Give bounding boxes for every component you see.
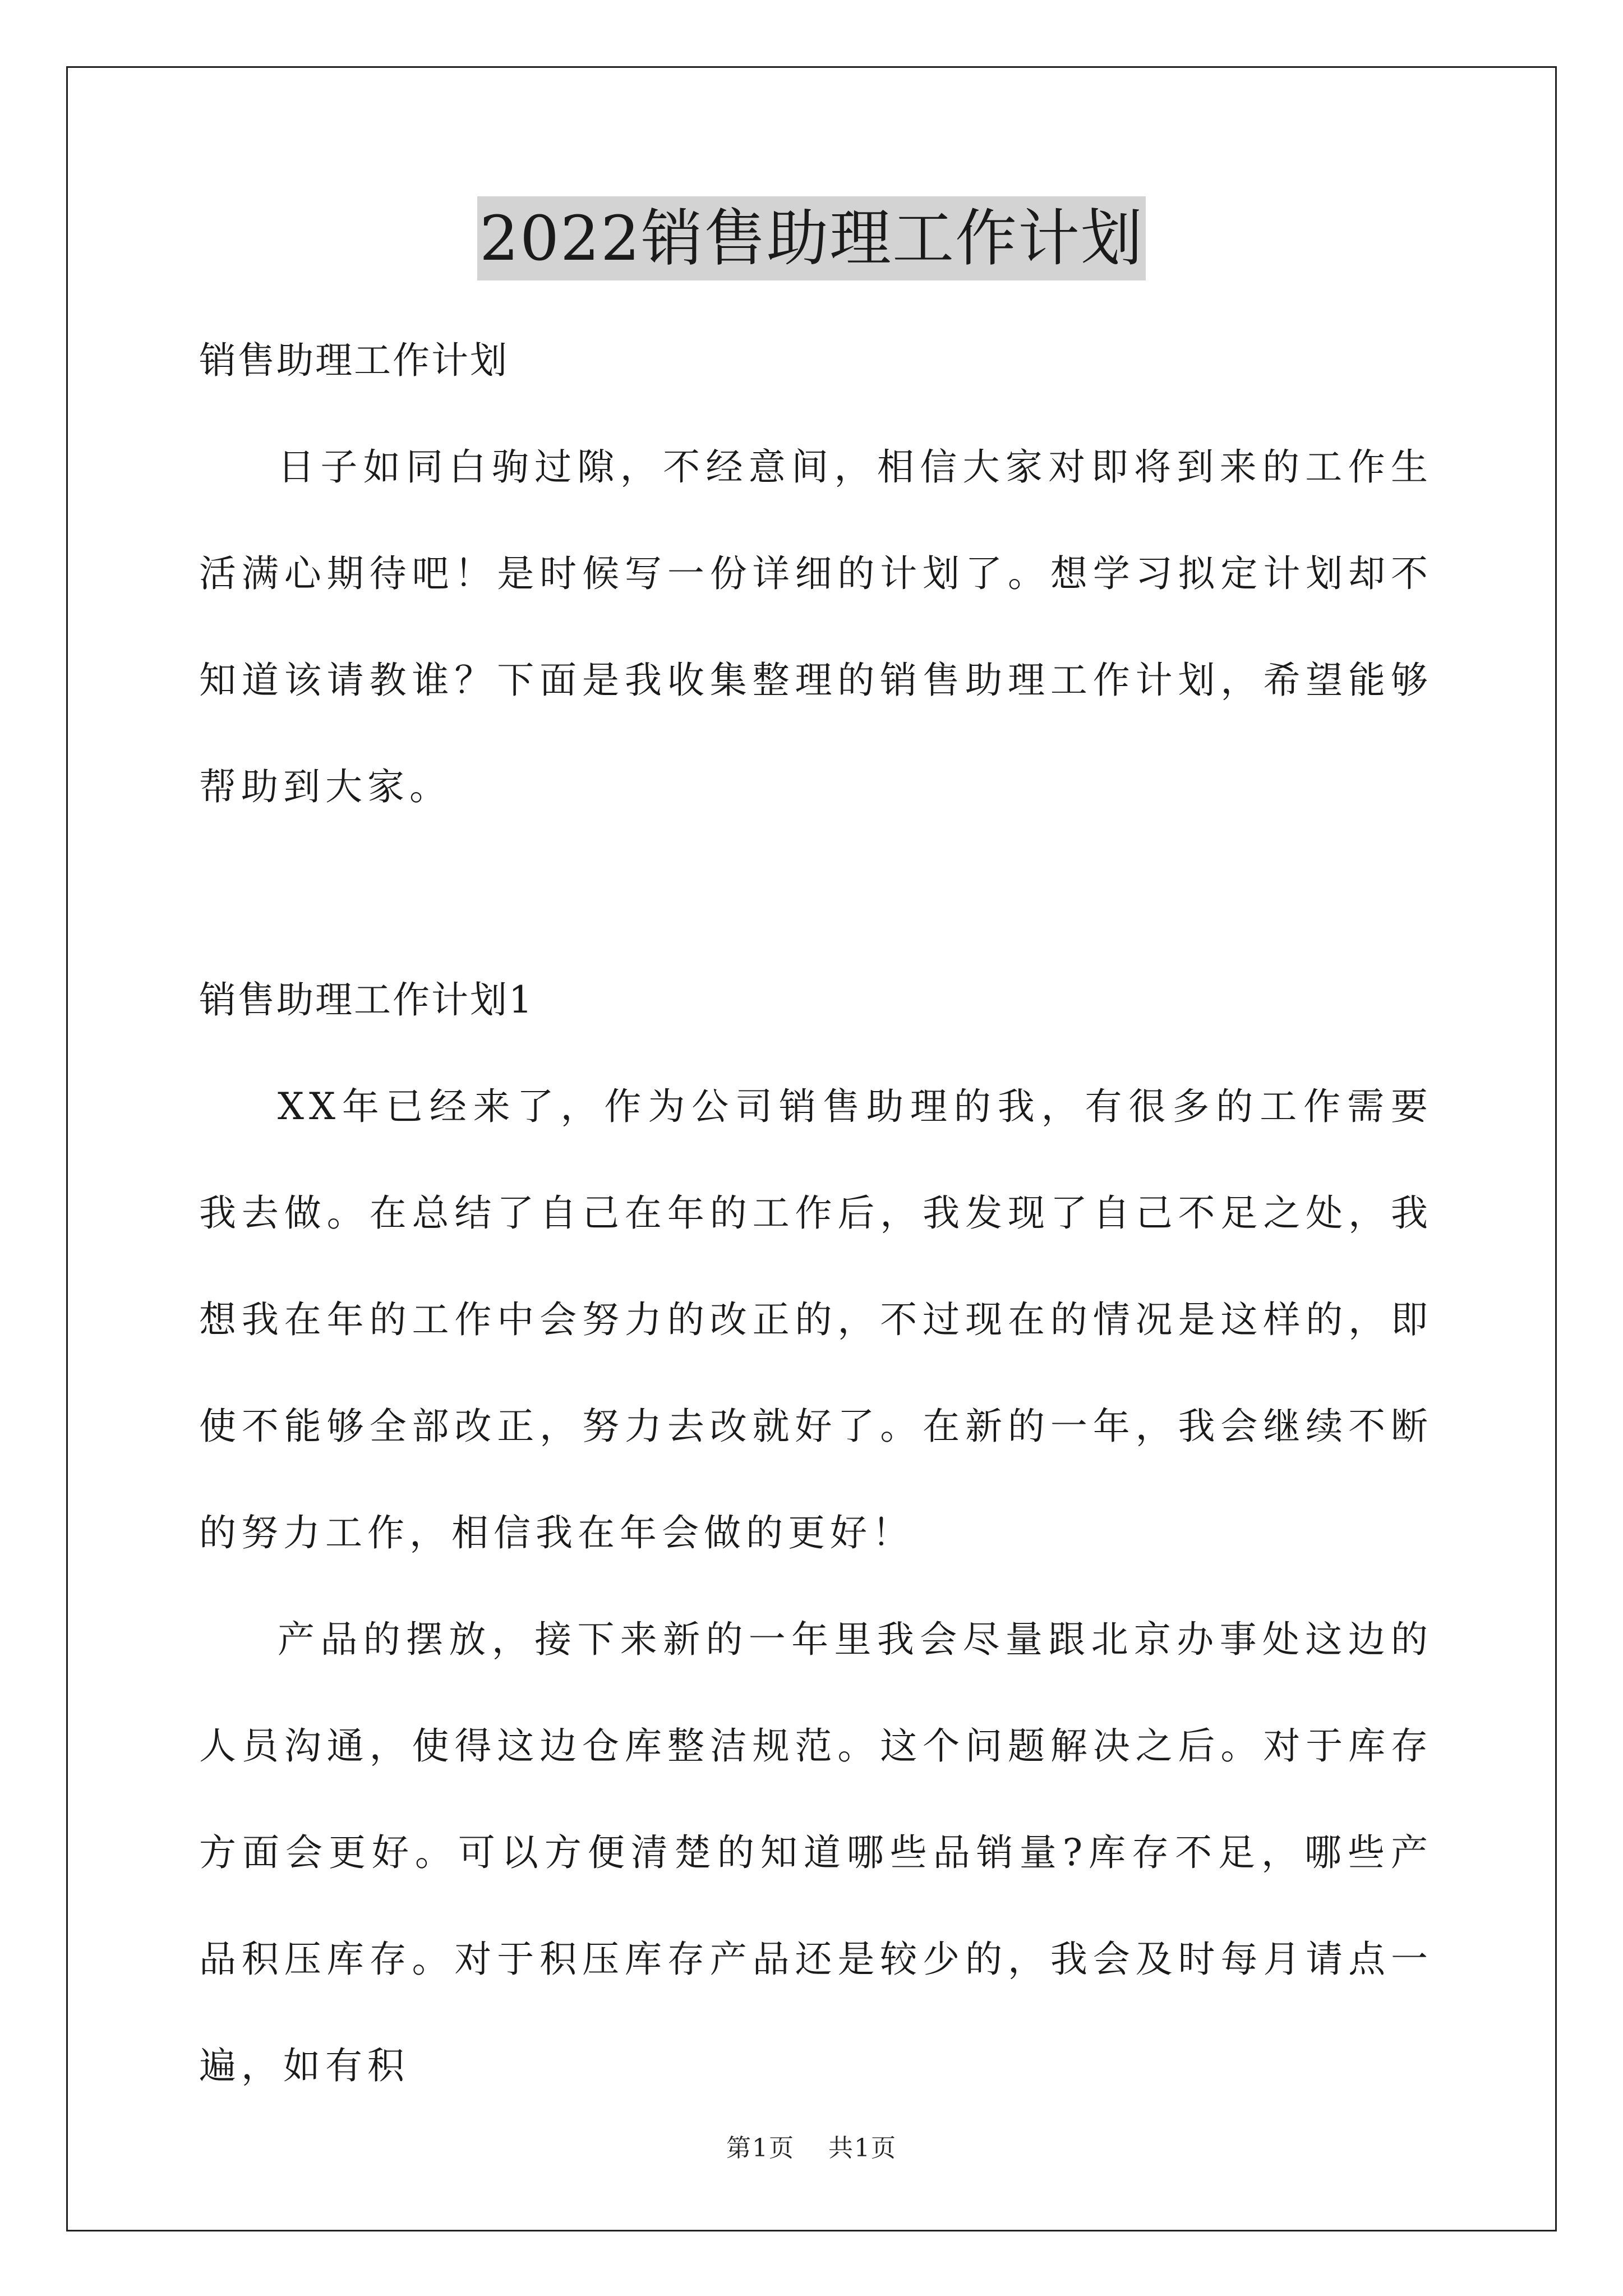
section-heading: 销售助理工作计划1 [199,978,534,1022]
page-number: 第1页 [726,2134,795,2162]
intro-paragraph: 日子如同白驹过隙，不经意间，相信大家对即将到来的工作生活满心期待吧！是时候写一份详细的计划了。想学习拟定计划却不知道该请教谁？下面是我收集整理的销售助理工作计划，希望能够帮助到大家。 [199,445,1433,808]
body-paragraph: XX年已经来了，作为公司销售助理的我，有很多的工作需要我去做。在总结了自己在年的工作后，我发现了自己不足之处，我想我在年的工作中会努力的改正的，不过现在的情况是这样的，即使不能够全部改正，努力去改就好了。在新的一年，我会继续不断的努力工作，相信我在年会做的更好！ [199,1085,1433,1554]
document-title: 2022销售助理工作计划 [477,196,1146,280]
section-heading: 销售助理工作计划 [199,339,509,382]
page-footer [0,2132,1623,2165]
spacer [199,840,1433,947]
document-body [199,307,1433,2119]
body-paragraph: 产品的摆放，接下来新的一年里我会尽量跟北京办事处这边的人员沟通，使得这边仓库整洁规范。这个问题解决之后。对于库存方面会更好。可以方便清楚的知道哪些品销量?库存不足，哪些产品积压库存。对于积压库存产品还是较少的，我会及时每月请点一遍，如有积 [199,1618,1433,2087]
page-total: 共1页 [828,2134,897,2162]
title-container [0,196,1623,280]
